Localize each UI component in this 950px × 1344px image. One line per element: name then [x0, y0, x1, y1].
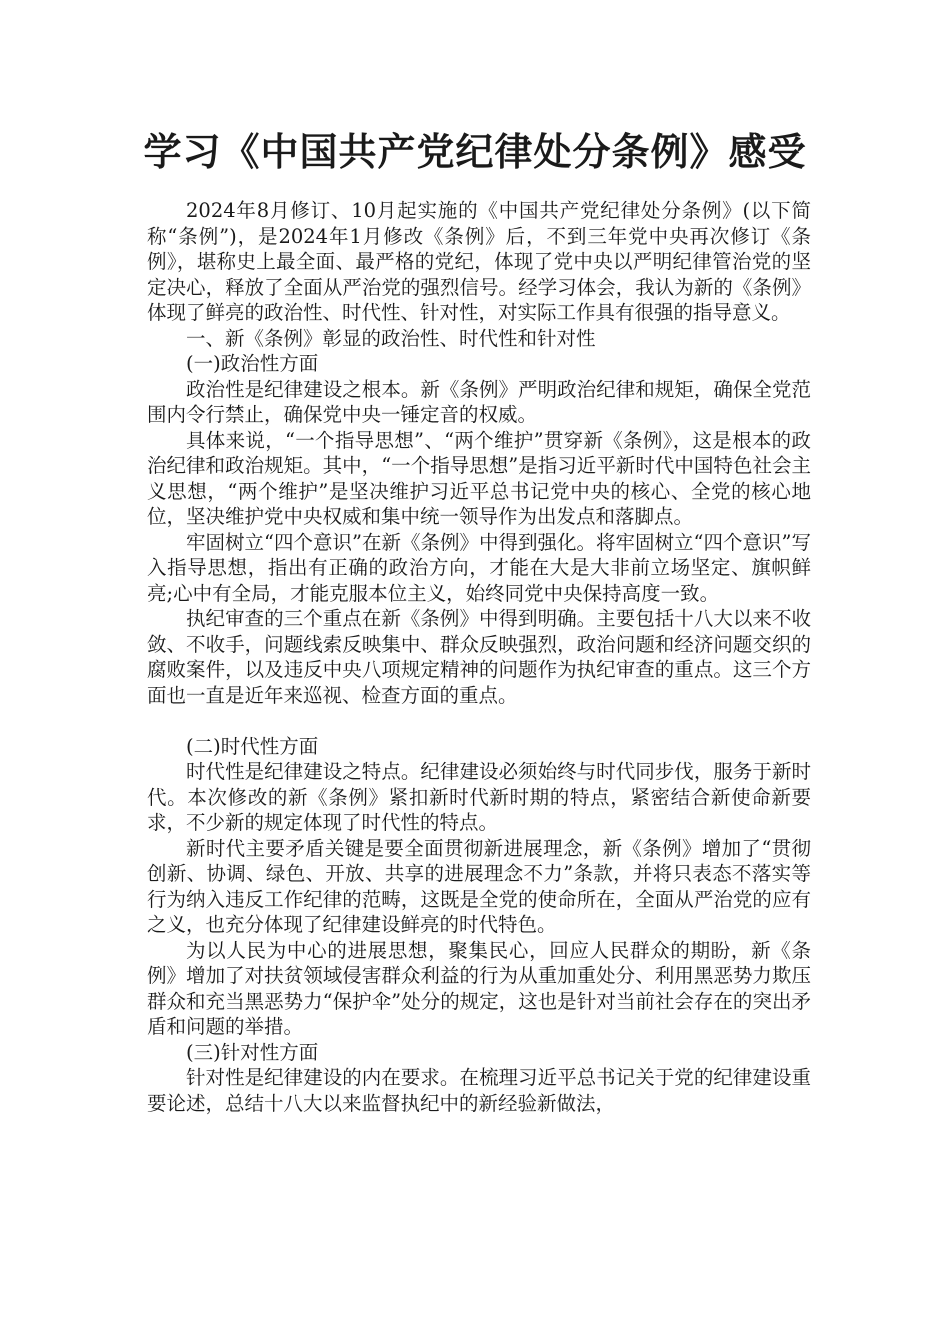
document-body — [147, 198, 811, 1116]
section-heading: 一、新《条例》彰显的政治性、时代性和针对性 — [186, 326, 596, 350]
paragraph-spacer — [147, 708, 811, 734]
subsection-heading: (二)时代性方面 — [186, 734, 319, 758]
body-paragraph: 时代性是纪律建设之特点。纪律建设必须始终与时代同步伐，服务于新时代。本次修改的新《条例》紧扣新时代新时期的特点，紧密结合新使命新要求，不少新的规定体现了时代性的特点。 — [147, 760, 811, 834]
subsection-heading: (三)针对性方面 — [186, 1040, 319, 1064]
body-paragraph: 针对性是纪律建设的内在要求。在梳理习近平总书记关于党的纪律建设重要论述，总结十八大以来监督执纪中的新经验新做法， — [147, 1066, 811, 1115]
document-title: 学习《中国共产党纪律处分条例》感受 — [143, 129, 807, 174]
body-paragraph: 执纪审查的三个重点在新《条例》中得到明确。主要包括十八大以来不收敛、不收手，问题线索反映集中、群众反映强烈，政治问题和经济问题交织的腐败案件，以及违反中央八项规定精神的问题作为执纪审查的重点。这三个方面也一直是近年来巡视、检查方面的重点。 — [147, 607, 811, 707]
body-paragraph: 牢固树立“四个意识”在新《条例》中得到强化。将牢固树立“四个意识”写入指导思想，指出有正确的政治方向，才能在大是大非前立场坚定、旗帜鲜亮;心中有全局，才能克服本位主义，始终同党中央保持高度一致。 — [147, 530, 811, 605]
body-paragraph: 具体来说，“一个指导思想”、“两个维护”贯穿新《条例》，这是根本的政治纪律和政治规矩。其中，“一个指导思想”是指习近平新时代中国特色社会主义思想，“两个维护”是坚决维护习近平总书记党中央的核心、全党的核心地位，坚决维护党中央权威和集中统一领导作为出发点和落脚点。 — [147, 428, 811, 528]
intro-paragraph: 2024年8月修订、10月起实施的《中国共产党纪律处分条例》(以下简称“条例”)，是2024年1月修改《条例》后，不到三年党中央再次修订《条例》，堪称史上最全面、最严格的党纪，体现了党中央以严明纪律管治党的坚定决心，释放了全面从严治党的强烈信号。经学习体会，我认为新的《条例》体现了鲜亮的政治性、时代性、针对性，对实际工作具有很强的指导意义。 — [147, 199, 811, 324]
subsection-heading: (一)政治性方面 — [186, 352, 319, 375]
body-paragraph: 为以人民为中心的进展思想，聚集民心，回应人民群众的期盼，新《条例》增加了对扶贫领域侵害群众利益的行为从重加重处分、利用黑恶势力欺压群众和充当黑恶势力“保护伞”处分的规定，这也是针对当前社会存在的突出矛盾和问题的举措。 — [147, 938, 811, 1038]
body-paragraph: 新时代主要矛盾关键是要全面贯彻新进展理念，新《条例》增加了“贯彻创新、协调、绿色、开放、共享的进展理念不力”条款，并将只表态不落实等行为纳入违反工作纪律的范畴，这既是全党的使命所在，全面从严治党的应有之义，也充分体现了纪律建设鲜亮的时代特色。 — [147, 836, 811, 936]
body-paragraph: 政治性是纪律建设之根本。新《条例》严明政治纪律和规矩，确保全党范围内令行禁止，确保党中央一锤定音的权威。 — [147, 377, 811, 426]
